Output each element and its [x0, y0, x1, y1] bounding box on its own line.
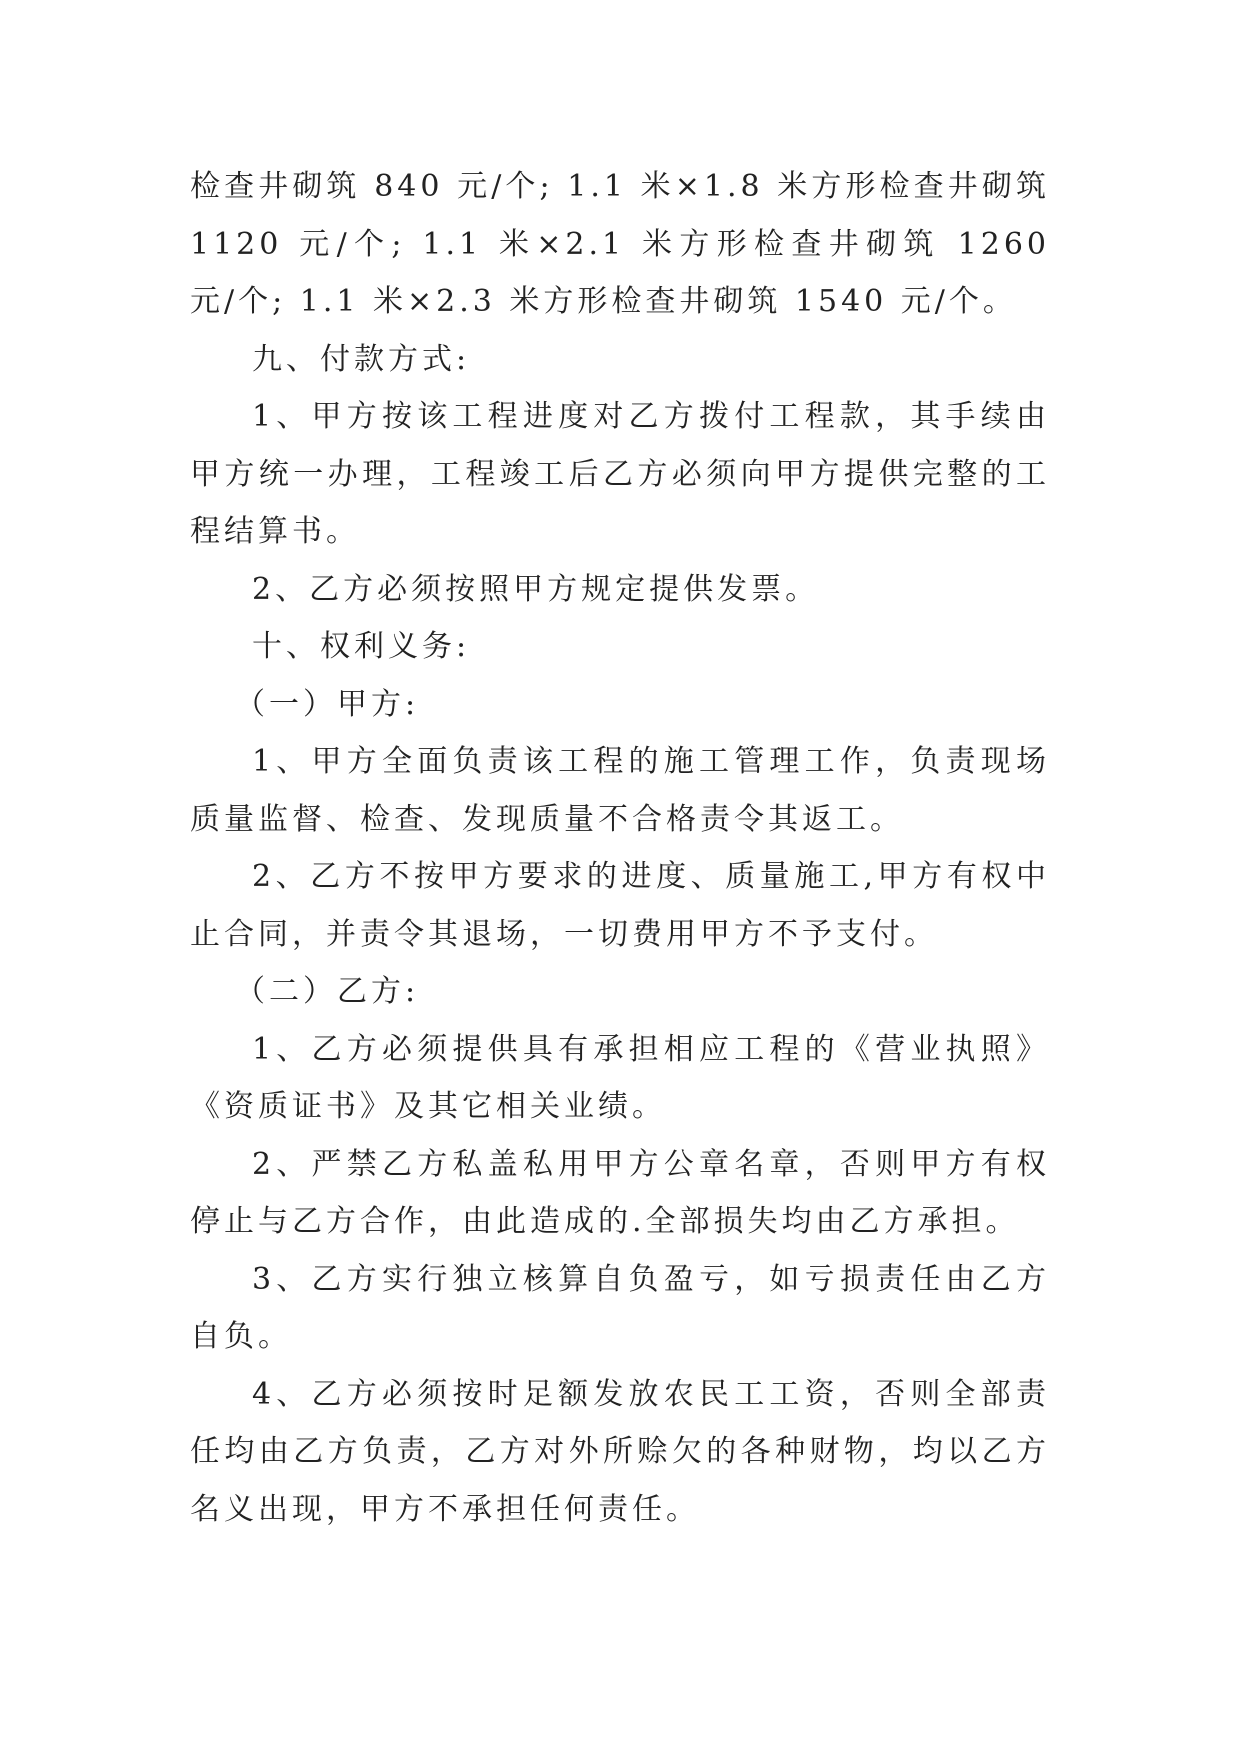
- heading-payment-method: 九、付款方式:: [252, 341, 471, 377]
- paragraph-party-b-1: 1、乙方必须提供具有承担相应工程的《营业执照》《资质证书》及其它相关业绩。: [190, 1031, 1050, 1124]
- paragraph-party-a-2: 2、乙方不按甲方要求的进度、质量施工,甲方有权中止合同，并责令其退场，一切费用甲方不予支付。: [190, 859, 1050, 952]
- paragraph-party-b-2: 2、严禁乙方私盖私用甲方公章名章，否则甲方有权停止与乙方合作，由此造成的.全部损失均由乙方承担。: [190, 1146, 1050, 1239]
- paragraph-prices-continued: 检查井砌筑 840 元/个; 1.1 米×1.8 米方形检查井砌筑 1120 元/个; 1.1 米×2.1 米方形检查井砌筑 1260 元/个; 1.1 米×2.3 米方形检查井砌筑 1540 元/个。: [190, 169, 1050, 319]
- paragraph-party-b-3: 3、乙方实行独立核算自负盈亏，如亏损责任由乙方自负。: [190, 1261, 1050, 1354]
- document-body: [190, 158, 1050, 1538]
- heading-rights-obligations: 十、权利义务:: [252, 629, 471, 664]
- paragraph-payment-2: 2、乙方必须按照甲方规定提供发票。: [252, 571, 820, 607]
- heading-party-a: （一）甲方:: [235, 686, 420, 722]
- heading-party-b: （二）乙方:: [235, 974, 420, 1009]
- paragraph-payment-1: 1、甲方按该工程进度对乙方拨付工程款，其手续由甲方统一办理，工程竣工后乙方必须向甲方提供完整的工程结算书。: [190, 399, 1050, 549]
- paragraph-party-a-1: 1、甲方全面负责该工程的施工管理工作，负责现场质量监督、检查、发现质量不合格责令其返工。: [190, 744, 1050, 837]
- paragraph-party-b-4: 4、乙方必须按时足额发放农民工工资，否则全部责任均由乙方负责，乙方对外所赊欠的各种财物，均以乙方名义出现，甲方不承担任何责任。: [190, 1376, 1050, 1527]
